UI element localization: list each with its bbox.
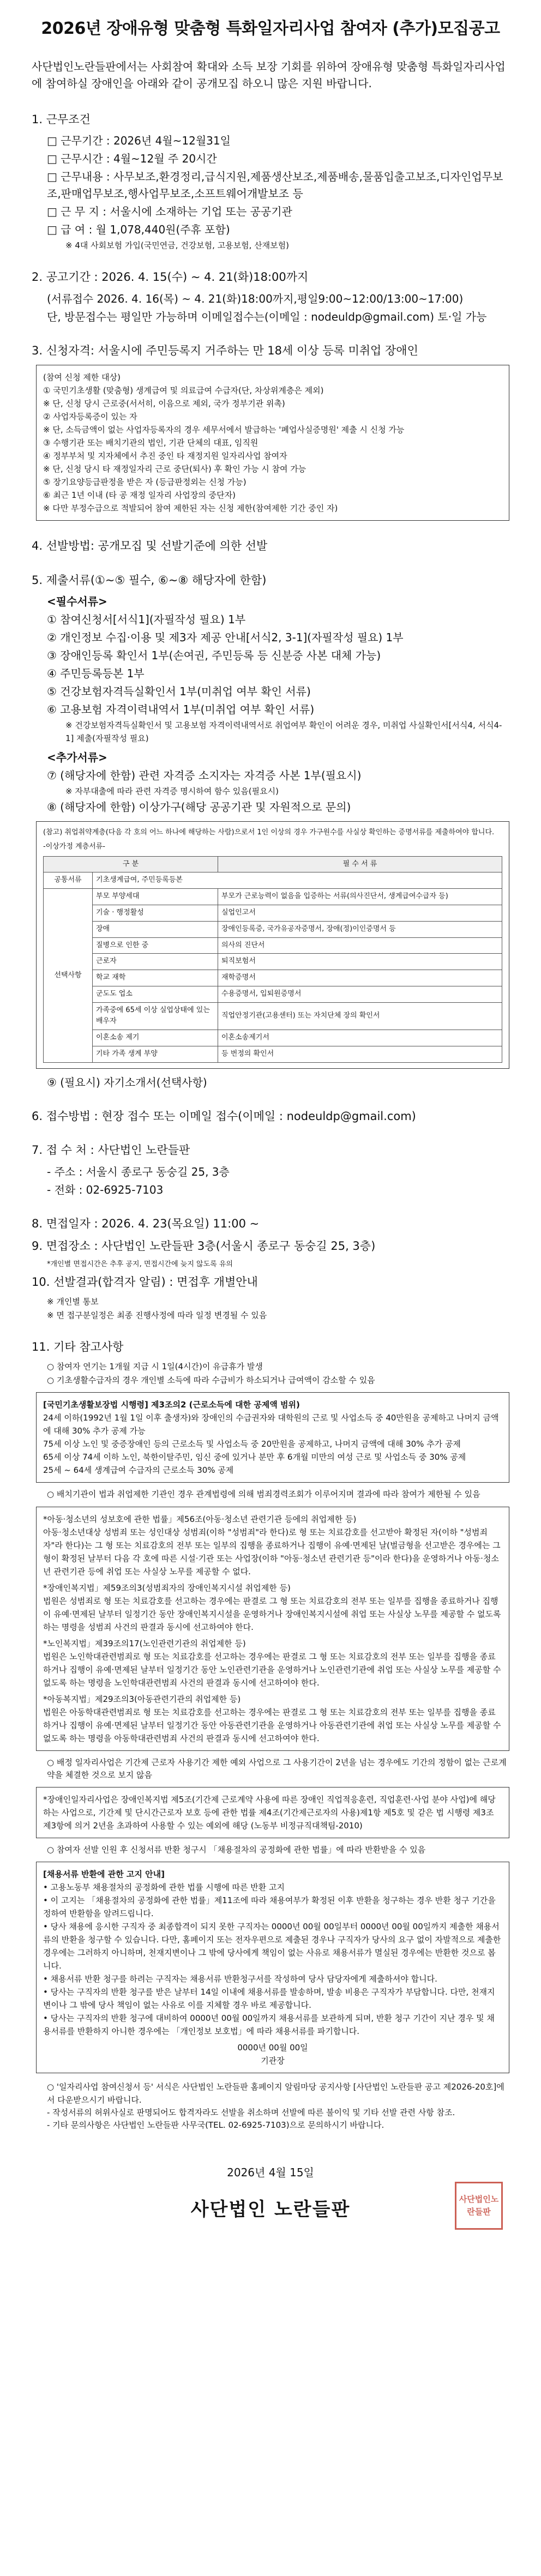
section-notice-period: [32, 268, 509, 326]
table-row: 장애 장애인등록증, 국가유공자증명서, 장애(정)이인증명서 등: [44, 921, 502, 937]
work-hours: □ 근무시간 : 4월~12월 주 20시간: [47, 152, 217, 166]
section-other: [32, 1338, 509, 2132]
section-heading: 3. 신청자격: 서울시에 주민등록지 거주하는 만 18세 이상 등록 미취업 장애인: [32, 344, 418, 357]
other-line: ○ 배치기관이 법과 취업제한 기관인 경우 관계법령에 의해 범죄경력조회가 이루어지며 결과에 따라 참여가 제한될 수 있음: [47, 1489, 480, 1500]
section-receipt-method: [32, 1108, 509, 1126]
section-heading: 8. 면접일자 : 2026. 4. 23(목요일) 11:00 ~: [32, 1217, 260, 1230]
table-row: 가족중에 65세 이상 실업상태에 있는 배우자 직업안정기관(고용센터) 또는 자치단체 장의 확인서: [44, 1002, 502, 1030]
doc-item: ③ 장애인등록 확인서 1부(손여권, 주민등록 등 신분증 사본 대체 가능): [47, 649, 381, 663]
restriction-line: ※ 단, 신청 당시 타 재정일자리 근로 중단(퇴사) 후 확인 가능 시 참여 가능: [43, 464, 306, 474]
visit-email-note: 단, 방문접수는 평일만 가능하며 이메일접수는(이메일 : nodeuldp@gmail.com) 토·일 가능: [47, 310, 487, 323]
table-row: 공통서류 기초생계급여, 주민등록등본: [44, 872, 502, 889]
page-title: 2026년 장애유형 맞춤형 특화일자리사업 참여자 (추가)모집공고: [41, 19, 500, 38]
restriction-line: ⑤ 장기요양등급판정을 받은 자 (등급판정외는 신청 가능): [43, 477, 247, 487]
intro-text: 사단법인노란들판에서는 사회참여 확대와 소득 보장 기회를 위하여 장애유형 맞춤형 특화일자리사업에 참여하실 장애인을 아래와 같이 공개모집 하오니 많은 지원 바랍니다.: [32, 59, 506, 90]
salary: □ 급 여 : 월 1,078,440원(주휴 포함): [47, 223, 230, 237]
other-line: ○ 기초생활수급자의 경우 개인별 소득에 따라 수급비가 하소되거나 급여액이 감소할 수 있음: [47, 1375, 375, 1386]
section-heading: 2. 공고기간 : 2026. 4. 15(수) ~ 4. 21(화)18:00까지: [32, 270, 309, 284]
result-note: ※ 개인별 통보: [47, 1296, 99, 1307]
table-row: 기술 · 행정활성 실업인고서: [44, 905, 502, 921]
section-heading: 5. 제출서류(①~⑤ 필수, ⑥~⑧ 해당자에 한함): [32, 573, 267, 587]
other-line: ○ 참여자 선발 인원 후 신청서류 반환 청구시 「채용절차의 공정화에 관한 법률」에 따라 반환받을 수 있음: [47, 1845, 426, 1855]
doc-note: ※ 자부대출에 따라 관련 자격증 명시하여 함수 있음(필요시): [65, 786, 279, 796]
household-docs-table: [43, 856, 502, 1063]
other-line: - 작성서류의 허위사실로 판명되어도 합격자라도 선발을 취소하며 선발에 따른 불이익 및 기타 선발 관련 사항 참조.: [47, 2107, 455, 2117]
table-row: 선택사항 부모 부양세대 부모가 근로능력이 없음을 입증하는 서류(의사진단서, 생계급여수급자 등): [44, 889, 502, 905]
table-row: 질병으로 인한 중 의사의 진단서: [44, 937, 502, 954]
section-heading: 6. 접수방법 : 현장 접수 또는 이메일 접수(이메일 : nodeuldp@gmail.com): [32, 1109, 416, 1123]
insurance-note: ※ 4대 사회보험 가입(국민연금, 건강보험, 고용보험, 산재보험): [65, 240, 290, 251]
required-docs-heading: <필수서류>: [47, 595, 107, 609]
restriction-line: (참여 신청 제한 대상): [43, 372, 121, 383]
restriction-line: ※ 단, 소득금액이 없는 사업자등록자의 경우 세무서에서 발급하는 '폐업사실증명원' 제출 시 신청 가능: [43, 425, 405, 435]
section-heading: 11. 기타 참고사항: [32, 1340, 124, 1354]
section-receipt-place: [32, 1141, 509, 1199]
other-line: - 기타 문의사항은 사단법인 노란들판 사무국(TEL. 02-6925-7103)으로 문의하시기 바랍니다.: [47, 2120, 384, 2130]
table-row: 학교 재학 재학증명서: [44, 970, 502, 986]
section-heading: 7. 접 수 처 : 사단법인 노란들판: [32, 1143, 190, 1157]
restriction-line: ③ 수행기관 또는 배치기관의 법인, 기관 단체의 대표, 임직원: [43, 438, 259, 448]
restriction-box: [36, 365, 509, 521]
restriction-line: ① 국민기초생활 (맞춤형) 생계급여 및 의료급여 수급자(단, 차상위계층은 제외): [43, 386, 324, 396]
document-return-box: [채용서류 반환에 관한 고지 안내] • 고용노동부 채용절차의 공정화에 관한 법률 시행에 따른 반환 고지 • 이 고지는 「채용절차의 공정화에 관한 법률」제11조에 따라 채용여부가 확정된 이후 반환을 청구하는 경우 반환 청구 기간을 정하여 반환함을 알려드립니다. • 당사 채용에 응시한 구직자 중 최종합격이 되지 못한 구직자는 0000년 00월 00일부터 0000년 00월 00일까지 제출한 채용서류의 반환을 청구할 수 있습니다. 다만, 홈페이지 또는 전자우편으로 제출된 경우나 구직자가 당사의 요구 없이 자발적으로 제출한 경우에는 그러하지 아니하며, 천재지변이나 그 밖에 당사에게 책임이 없는 사유로 채용서류가 멸실된 경우에는 반환한 것으로 봅니다. • 채용서류 반환 청구를 하려는 구직자는 채용서류 반환청구서를 작성하여 당사 담당자에게 제출하셔야 합니다. • 당사는 구직자의 반환 청구를 받은 날부터 14일 이내에 채용서류를 발송하며, 발송 비용은 구직자가 부담합니다. 다만, 천재지변이나 그 밖에 당사 책임이 없는 사유로 이를 지체할 경우 바로 제공합니다. • 당사는 구직자의 반환 청구에 대비하여 0000년 00월 00일까지 채용서류를 보관하게 되며, 반환 청구 기간이 지난 경우 및 채용서류를 반환하지 아니한 경우에는 「개인정보 보호법」에 따라 채용서류를 파기합니다. 0000년 00월 00일 기관장: [36, 1862, 509, 2073]
fixed-term-box: *장애인일자리사업은 장애인복지법 제5조(기간제 근로계약 사용에 따른 장애인 직업적응훈련, 직업훈련·사업 분야 사업)에 해당하는 사업으로, 기간제 및 단시간근로자 보호 등에 관한 법률 제4조(기간제근로자의 사용)제1항 제5호 및 같은 법 시행령 제3조 제3항에 의거 2년을 초과하여 사용할 수 있는 예외에 해당 (노동부 비정규직대책팀-2010): [36, 1787, 509, 1838]
restriction-line: ② 사업자등록증이 있는 자: [43, 412, 137, 422]
doc-item: ⑨ (필요시) 자기소개서(선택사항): [47, 1075, 207, 1089]
result-note: ※ 면 접구분일정은 최종 진행사정에 따라 일정 변경될 수 있음: [47, 1310, 267, 1320]
restriction-line: ※ 단, 신청 당시 근로중(서서히, 이음으로 제외, 국가 정부기관 위촉): [43, 399, 285, 409]
income-deduction-box: [국민기초생활보장법 시행령] 제3조의2 (근로소득에 대한 공제액 범위) 24세 이하(1992년 1월 1일 이후 출생자)와 장애인의 수급권자와 대학원의 근로 및 사업소득 중 40만원을 공제하고 나머지 금액에 대해 30% 추가 공제 가능 75세 이상 노인 및 중증장애인 등의 근로소득 및 사업소득 중 20만원을 공제하고, 나머지 금액에 대해 30% 추가 공제 65세 이상 74세 이하 노인, 북한이탈주민, 임신 중에 있거나 분만 후 6개월 미만의 여성 근로 및 사업소득 중 30% 공제 25세 ~ 64세 생계급여 수급자의 근로소득 30% 공제: [36, 1392, 509, 1483]
section-documents: [32, 571, 509, 1091]
section-eligibility: [32, 342, 509, 521]
table-header: 필 수 서 류: [218, 856, 502, 872]
doc-item: ⑧ (해당자에 한함) 이상가구(해당 공공기관 및 자원적으로 문의): [47, 801, 351, 814]
section-interview-place: [32, 1237, 509, 1271]
doc-item: ④ 주민등록등본 1부: [47, 667, 145, 681]
section-heading: 9. 면접장소 : 사단법인 노란들판 3층(서울시 종로구 동숭길 25, 3층): [32, 1239, 376, 1253]
doc-item: ② 개인정보 수집·이용 및 제3자 제공 안내[서식2, 3-1](자필작성 필요) 1부: [47, 631, 404, 645]
other-line: ○ 참여자 연기는 1개월 지급 시 1일(4시간)이 유급휴가 발생: [47, 1361, 263, 1371]
seal-stamp: 사단법인노란들판: [455, 2182, 503, 2230]
household-intro: (참고) 취업취약계층(다음 각 호의 어느 하나에 해당하는 사람)으로서 1인 이상의 경우 가구원수를 사실상 확인하는 증명서류를 제출하여야 합니다.: [43, 828, 495, 837]
section-heading: 1. 근무조건: [32, 112, 91, 126]
restriction-line: ④ 정부부처 및 지자체에서 추진 중인 타 재정지원 일자리사업 참여자: [43, 451, 287, 461]
section-interview-date: [32, 1215, 509, 1233]
organization-name: 사단법인 노란들판: [190, 2199, 351, 2221]
table-row: 이혼소송 제기 이혼소송제기서: [44, 1030, 502, 1046]
work-period: □ 근무기간 : 2026년 4월~12월31일: [47, 134, 231, 148]
additional-docs-heading: <추가서류>: [47, 750, 107, 764]
interview-note: *개인별 면접시간은 추후 공지, 면접시간에 늦지 않도록 유의: [47, 1260, 233, 1269]
issue-date: 2026년 4월 15일: [227, 2166, 314, 2180]
section-result: [32, 1273, 509, 1322]
work-content: □ 근무내용 : 사무보조,환경정리,급식지원,제품생산보조,제품배송,물품입출고보조,디자인업무보조,판매업무보조,행사업무보조,소프트웨어개발보조 등: [47, 170, 503, 201]
section-heading: 10. 선발결과(합격자 알림) : 면접후 개별안내: [32, 1275, 258, 1289]
doc-item: ⑦ (해당자에 한함) 관련 자격증 소지자는 자격증 사본 1부(필요시): [47, 768, 362, 782]
household-docs-box: [36, 821, 509, 1069]
restriction-line: ※ 다만 부정수급으로 적발되어 참여 제한된 자는 신청 제한(참여제한 기간 중인 자): [43, 503, 338, 514]
address: - 주소 : 서울시 종로구 동숭길 25, 3층: [47, 1165, 230, 1178]
section-heading: 4. 선발방법: 공개모집 및 선발기준에 의한 선발: [32, 539, 268, 553]
doc-item: ⑥ 고용보험 자격이력내역서 1부(미취업 여부 확인 서류): [47, 703, 315, 717]
table-row: 근로자 퇴직보험서: [44, 954, 502, 970]
doc-note: ※ 건강보험자격득실확인서 및 고용보험 자격이력내역서로 취업여부 확인이 어려운 경우, 미취업 사실확인서[서식4, 서식4-1] 제출(자필작성 필요): [65, 720, 502, 743]
table-header: 구 분: [44, 856, 218, 872]
restriction-line: ⑥ 최근 1년 이내 (타 공 재정 일자리 사업장의 중단자): [43, 490, 236, 501]
table-row: 군도도 업소 수용증명서, 입퇴원증명서: [44, 986, 502, 1002]
employment-restriction-box: *아동·청소년의 성보호에 관한 법률」제56조(아동·청소년 관련기관 등에의 취업제한 등) 아동·청소년대상 성범죄 또는 성인대상 성범죄(이하 "성범죄"라 한다)로 형 또는 치료감호를 선고받아 확정된 자(이하 "성범죄자"라 한다)는 그 형 또는 치료감호의 전부 또는 일부의 집행을 종료하거나 집행이 유예·면제된 날(벌금형을 선고받은 경우에는 그 형이 확정된 날부터 다음 각 호에 따른 시설·기관 또는 사업장(이하 "아동·청소년 관련기관 등"이라 한다)을 운영하거나 아동·청소년 관련기관 등에 취업 또는 사실상 노무를 제공할 수 없다. *장애인복지법」제59조의3(성범죄자의 장애인복지시설 취업제한 등) 법원은 성범죄로 형 또는 치료감호를 선고하는 경우에는 판결로 그 형 또는 치료감호의 전부 또는 일부를 집행을 종료하거나 집행이 유예·면제된 날부터 일정기간 동안 장애인복지시설을 운영하거나 장애인복지시설에 취업 또는 사실상 노무를 제공할 수 없도록 하는 명령을 성범죄 사건의 판결과 동시에 선고하여야 한다. *노인복지법」제39조의17(노인관련기관의 취업제한 등) 법원은 노인학대관련범죄로 형 또는 치료감호를 선고하는 경우에는 판결로 그 형 또는 치료감호의 전부 또는 일부를 집행을 종료하거나 집행이 유예·면제된 날부터 일정기간 동안 노인관련기관을 운영하거나 노인관련기관에 취업 또는 사실상 노무를 제공할 수 없도록 하는 명령을 노인학대관련범죄 사건의 판결과 동시에 선고하여야 한다. *아동복지법」제29조의3(아동관련기관의 취업제한 등) 법원은 아동학대관련범죄로 형 또는 치료감호를 선고하는 경우에는 판결로 그 형 또는 치료감호의 전부 또는 일부를 집행을 종료하거나 집행이 유예·면제된 날부터 일정기간 동안 아동관련기관을 운영하거나 아동관련기관에 취업 또는 사실상 노무를 제공할 수 없도록 하는 명령을 아동학대관련범죄 사건의 판결과 동시에 선고하여야 한다.: [36, 1507, 509, 1751]
other-line: ○ '일자리사업 참여신청서 등' 서식은 사단법인 노란들판 홈페이지 알림마당 공지사항 [사단법인 노란들판 공고 제2026-20호]에서 다운받으시기 바랍니다.: [47, 2082, 504, 2105]
section-selection: [32, 537, 509, 555]
work-place: □ 근 무 지 : 서울시에 소재하는 기업 또는 공공기관: [47, 205, 292, 219]
other-line: ○ 배정 일자리사업은 기간제 근로자 사용기간 제한 예외 사업으로 그 사용기간이 2년을 넘는 경우에도 기간의 정함이 없는 근로계약을 체결한 것으로 보지 않음: [47, 1757, 507, 1780]
doc-item: ⑤ 건강보험자격득실확인서 1부(미취업 여부 확인 서류): [47, 685, 311, 699]
section-work-conditions: [32, 111, 509, 252]
phone: - 전화 : 02-6925-7103: [47, 1183, 164, 1196]
doc-item: ① 참여신청서[서식1](자필작성 필요) 1부: [47, 613, 246, 627]
household-caption: -이상가정 계층서류-: [43, 842, 105, 851]
receipt-period: (서류접수 2026. 4. 16(목) ~ 4. 21(화)18:00까지,평일9:00~12:00/13:00~17:00): [47, 292, 464, 305]
table-row: 기타 가족 생계 부양 등 번정의 확인서: [44, 1046, 502, 1063]
